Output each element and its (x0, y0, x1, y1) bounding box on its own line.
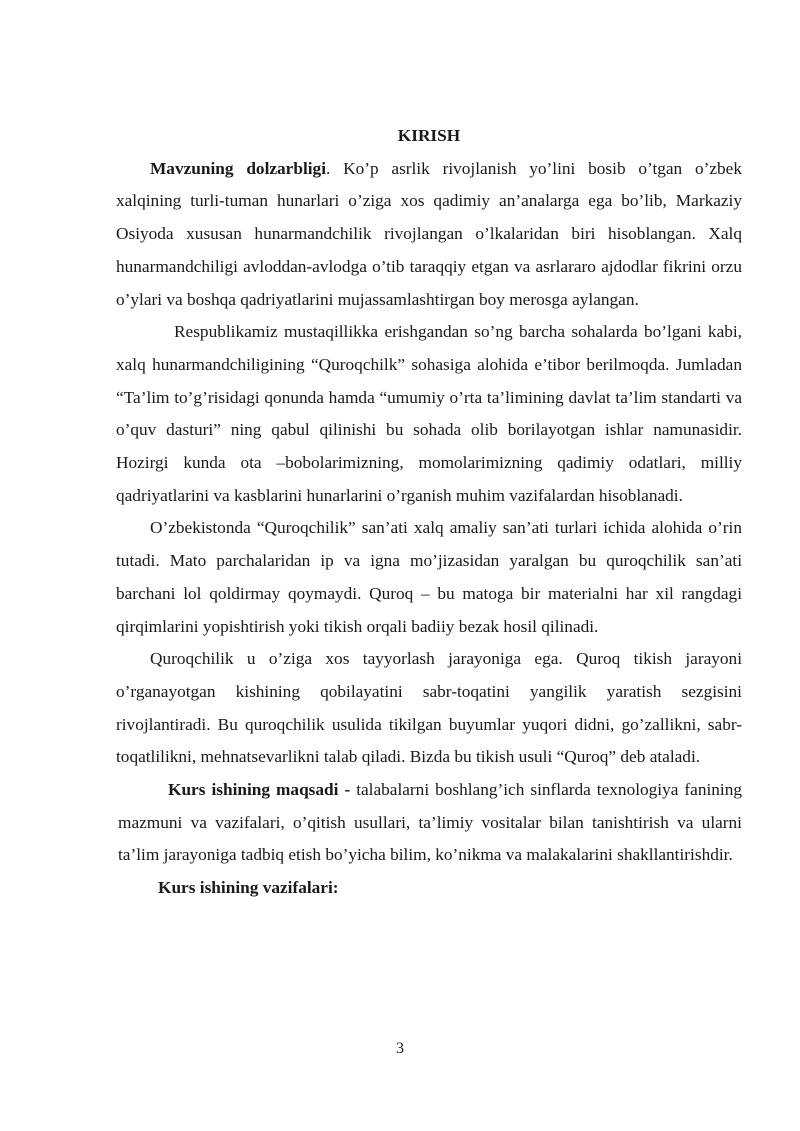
paragraph-relevance (116, 153, 742, 317)
paragraph-quroqchilik-process: Quroqchilik u o’ziga xos tayyorlash jarayoniga ega. Quroq tikish jarayoni o’rganayotgan kishining qobilayatini sabr-toqatini yangilik yaratish sezgisini rivojlantiradi. Bu quroqchilik usulida tikilgan buyumlar yuqori didni, go’zallikni, sabr-toqatlilikni, mehnatsevarlikni talab qiladi. Bizda bu tikish usuli “Quroq” deb ataladi. (116, 649, 742, 767)
paragraph-course-goal-heading: Kurs ishining maqsadi - (168, 780, 351, 800)
paragraph-course-goal-text: talabalarni boshlang’ich sinflarda texnologiya fanining mazmuni va vazifalari, o’qitish usullari, ta’limiy vositalar bilan tanishtirish va ularni ta’lim jarayoniga tadbiq etish bo’yicha bilim, ko’nikma va malakalarini shakllantirishdir. (118, 780, 742, 865)
page-number: 3 (396, 1040, 404, 1057)
paragraph-relevance-text: . Ko’p asrlik rivojlanish yo’lini bosib o’tgan o’zbek xalqining turli-tuman hunarlari o’ziga xos qadimiy an’analarga ega bo’lib, Markaziy Osiyoda xususan hunarmandchilik rivojlangan o’lkalaridan biri hisoblangan. Xalq hunarmandchiligi avloddan-avlodga o’tib taraqqiy etgan va asrlararo ajdodlar fikrini orzu o’ylari va boshqa qadriyatlarini mujassamlashtirgan boy merosga aylangan. (116, 158, 742, 309)
paragraph-relevance-heading: Mavzuning dolzarbligi (150, 158, 327, 178)
paragraph-quroqchilik-art: O’zbekistonda “Quroqchilik” san’ati xalq amaliy san’ati turlari ichida alohida o’rin tutadi. Mato parchalaridan ip va igna mo’jizasidan yaralgan bu quroqchilik san’ati barchani lol qoldirmay qoymaydi. Quroq – bu matoga bir materialni har xil rangdagi qirqimlarini yopishtirish yoki tikish orqali badiiy bezak hosil qilinadi. (116, 518, 742, 636)
paragraph-course-tasks (116, 872, 742, 905)
paragraph-course-goal (116, 774, 742, 872)
paragraph-independence: Respublikamiz mustaqillikka erishgandan so’ng barcha sohalarda bo’lgani kabi, xalq hunarmandchiligining “Quroqchilk” sohasiga alohida e’tibor berilmoqda. Jumladan “Ta’lim to’g’risidagi qonunda hamda “umumiy o’rta ta’limining davlat ta’lim standarti va o’quv dasturi” ning qabul qilinishi bu sohada olib borilayotgan ishlar namunasidir. Hozirgi kunda ota –bobolarimizning, momolarimizning qadimiy odatlari, milliy qadriyatlarini va kasblarini hunarlarini o’rganish muhim vazifalardan hisoblanadi. (116, 322, 742, 505)
page-body (116, 120, 742, 905)
section-title: KIRISH (397, 126, 461, 145)
paragraph-course-tasks-heading: Kurs ishining vazifalari: (158, 878, 339, 898)
